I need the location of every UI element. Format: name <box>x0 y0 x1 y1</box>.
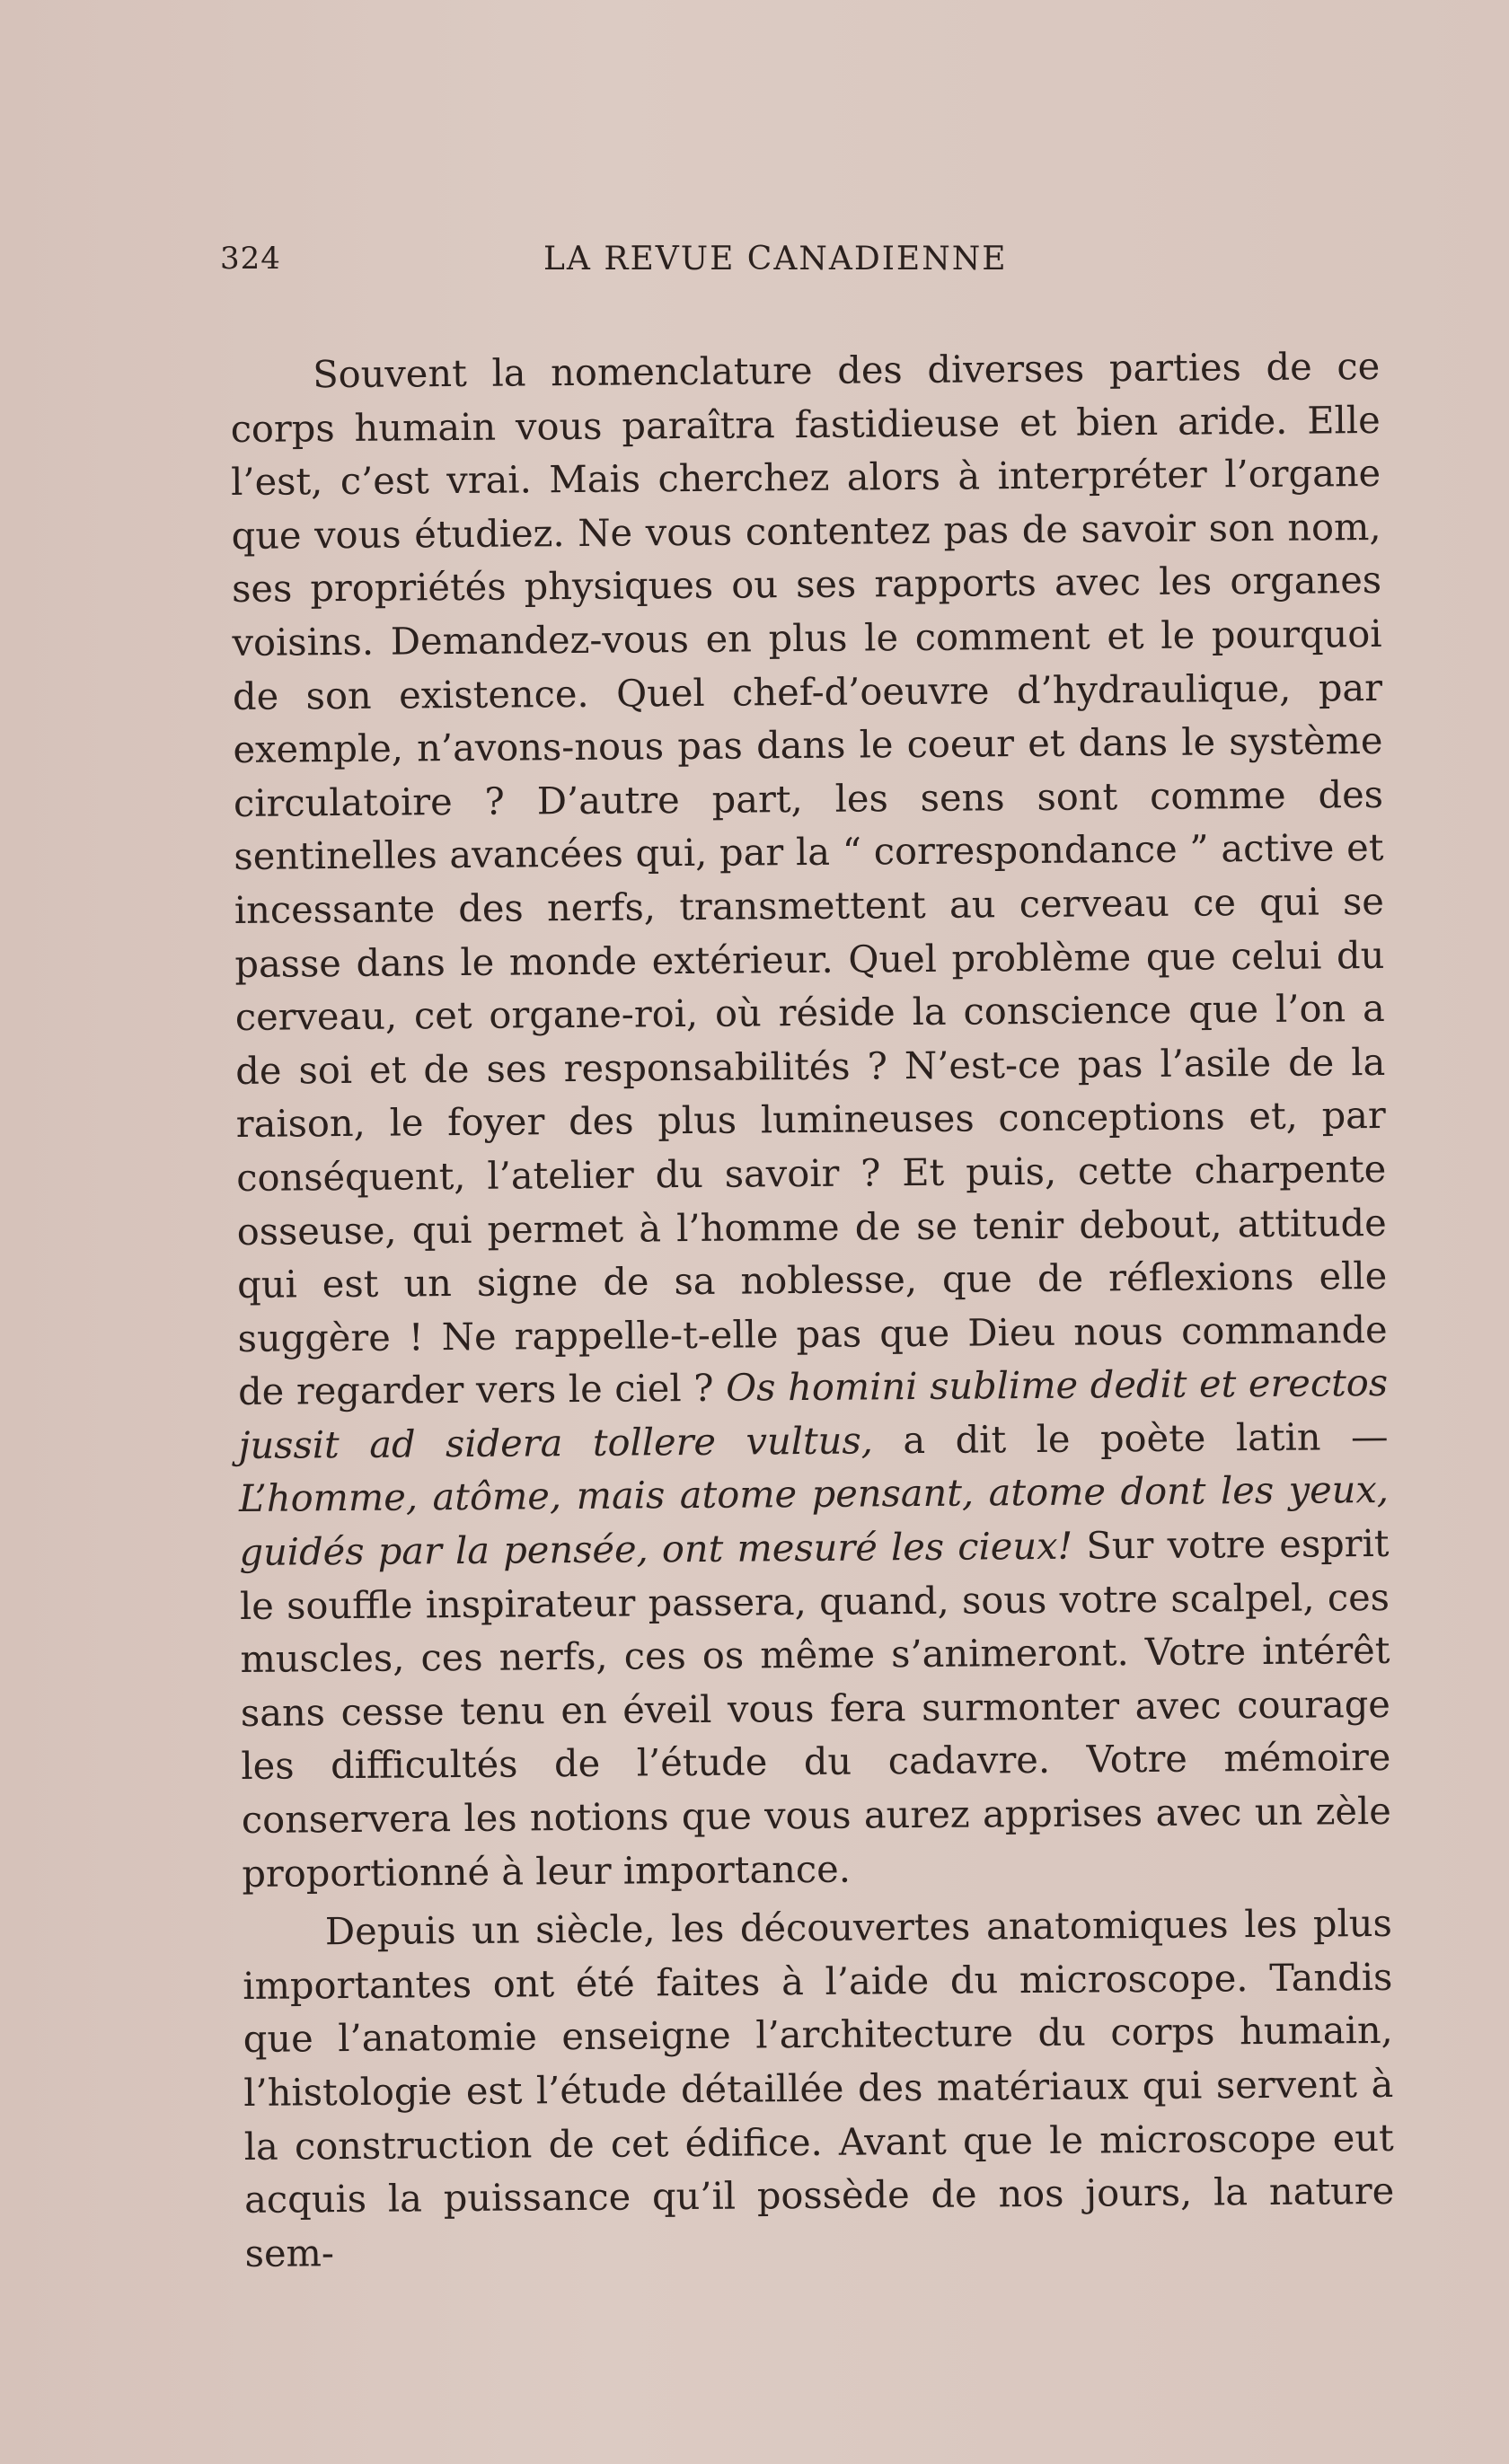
latin-quote: Os homini sublime dedit et erectos jussit ad sidera tollere vultus, <box>238 1360 1389 1467</box>
paragraph-1-text-b: a dit le poète latin — <box>872 1413 1389 1463</box>
paragraph-1-text-c: Sur votre esprit le souffle inspirateur passera, quand, sous votre scalpel, ces muscles, ces nerfs, ces os même s’animeront. Votre intérêt sans cesse tenu en éveil vous fera surmonter avec courage les difficultés de l’étude du cadavre. Votre mémoire conservera les notions que vous aurez apprises avec un zèle proportionné à leur importance. <box>239 1520 1392 1896</box>
paragraph-1-text-a: Souvent la nomenclature des diverses parties de ce corps humain vous paraîtra fastidieuse et bien aride. Elle l’est, c’est vrai. Mais cherchez alors à interpréter l’organe que vous étudiez. Ne vous contentez pas de savoir son nom, ses propriétés physiques ou ses rapports avec les organes voisins. Demandez-vous en plus le comment et le pourquoi de son existence. Quel chef-d’oeuvre d’hydraulique, par exemple, n’avons-nous pas dans le coeur et dans le système circulatoire ? D’autre part, les sens sont comme des sentinelles avancées qui, par la “ correspondance ” active et incessante des nerfs, transmettent au cerveau ce qui se passe dans le monde extérieur. Quel problème que celui du cerveau, cet organe-roi, où réside la conscience que l’on a de soi et de ses responsabilités ? N’est-ce pas l’asile de la raison, le foyer des plus lumineuses conceptions et, par conséquent, l’atelier du savoir ? Et puis, cette charpente osseuse, qui permet à l’homme de se tenir debout, attitude qui est un signe de sa noblesse, que de réflexions elle suggère ! Ne rappelle-t-elle pas que Dieu nous commande de regarder vers le ciel ? <box>230 343 1388 1414</box>
body-text <box>230 339 1395 2280</box>
french-quote: L’homme, atôme, mais atome pensant, atome dont les yeux, guidés par la pensée, ont mesuré les cieux! <box>238 1467 1390 1575</box>
page-number: 324 <box>220 241 281 277</box>
paragraph-1 <box>230 339 1392 1900</box>
page-header <box>220 235 1051 289</box>
running-title: LA REVUE CANADIENNE <box>543 241 1008 277</box>
paragraph-2: Depuis un siècle, les découvertes anatomiques les plus importantes ont été faites à l’aide du microscope. Tandis que l’anatomie enseigne l’architecture du corps humain, l’histologie est l’étude détaillée des matériaux qui servent à la construction de cet édifice. Avant que le microscope eut acquis la puissance qu’il possède de nos jours, la nature sem- <box>243 1901 1395 2275</box>
